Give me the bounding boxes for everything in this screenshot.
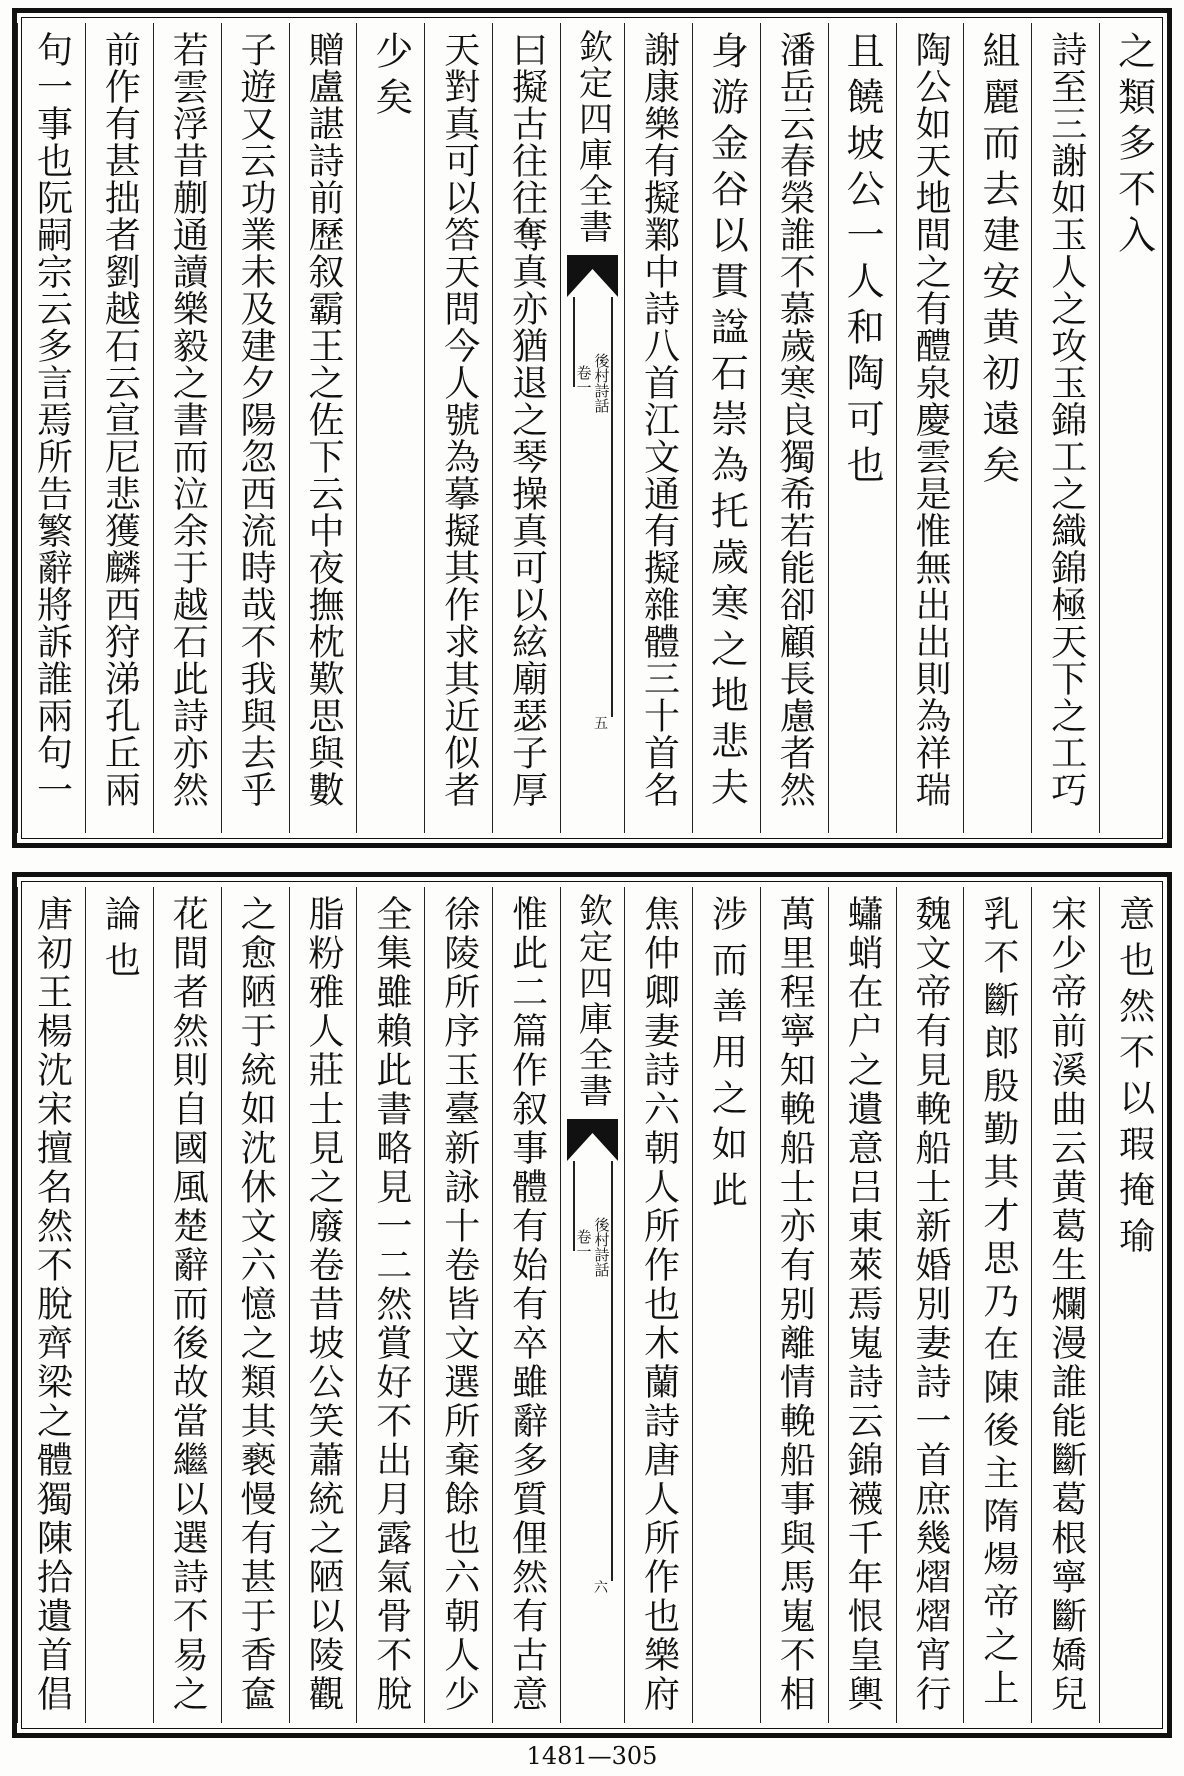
text-column <box>963 887 1031 1723</box>
column-text: 唐初王楊沈宋擅名然不脫齊梁之體獨陳拾遺首倡 <box>31 895 73 1714</box>
column-text: 宋少帝前溪曲云黄葛生爛漫誰能斷葛根寧斷嬌兒 <box>1045 895 1087 1714</box>
column-text: 惟此二篇作叙事體有始有卒雖辭多質俚然有古意 <box>506 895 548 1714</box>
text-column <box>896 23 964 833</box>
text-column <box>356 887 424 1723</box>
column-text: 之類多不入 <box>1111 31 1156 261</box>
text-column <box>828 23 896 833</box>
center-fold-column <box>560 23 624 833</box>
column-text: 之愈陋于統如沈休文六憶之類其褻慢有甚于香奩 <box>235 895 277 1714</box>
center-rule-right <box>611 1161 613 1581</box>
column-text: 全集雖賴此書略見一二然賞好不出月露氣骨不脫 <box>370 895 412 1714</box>
text-column <box>424 887 492 1723</box>
column-text: 徐陵所序玉臺新詠十卷皆文選所棄餘也六朝人少 <box>438 895 480 1714</box>
text-column <box>356 23 424 833</box>
column-text: 贈盧諶詩前歷叙霸王之佐下云中夜撫枕歎思與數 <box>302 31 344 808</box>
column-text: 且饒坡公一人和陶可也 <box>840 31 885 491</box>
column-text: 蠨蛸在户之遺意吕東萊焉嵬詩云錦襪千年恨皇輿 <box>842 895 884 1714</box>
fishtail-ornament <box>567 255 618 297</box>
center-fold-column <box>560 887 624 1723</box>
text-column <box>85 887 153 1723</box>
text-column <box>760 887 828 1723</box>
column-text: 句一事也阮嗣宗云多言焉所告繁辭將訴誰兩句一 <box>31 31 73 808</box>
text-column <box>1099 23 1167 833</box>
column-text: 意也然不以瑕掩瑜 <box>1113 895 1155 1263</box>
column-text: 萬里程寧知輓船士亦有别離情輓船事與馬嵬不相 <box>774 895 816 1714</box>
page-footer-number: 1481—305 <box>526 1742 658 1770</box>
column-text: 前作有甚拙者劉越石云宣尼悲獲麟西狩涕孔丘兩 <box>99 31 141 808</box>
collection-title: 欽定四庫全書 <box>572 29 613 245</box>
column-text: 身游金谷以貫諡石崇為托歲寒之地悲夫 <box>704 31 749 813</box>
text-column <box>17 23 85 833</box>
volume-label: 卷一 <box>574 1229 593 1259</box>
column-text: 涉而善用之如此 <box>706 895 748 1217</box>
text-column <box>221 23 289 833</box>
column-text: 潘岳云春榮誰不慕歲寒良獨希若能卻顧長慮者然 <box>774 31 816 808</box>
collection-title: 欽定四庫全書 <box>572 893 613 1109</box>
text-column <box>624 23 692 833</box>
column-text: 魏文帝有見輓船士新婚別妻詩一首庶幾熠熠宵行 <box>909 895 951 1714</box>
volume-label: 卷一 <box>574 365 593 395</box>
column-text: 曰擬古往往奪真亦猶退之琴操真可以絃廟瑟子厚 <box>506 31 548 808</box>
column-text: 若雲浮昔蒯通讀樂毅之書而泣余于越石此詩亦然 <box>167 31 209 808</box>
text-column <box>1031 887 1099 1723</box>
column-text: 焦仲卿妻詩六朝人所作也木蘭詩唐人所作也樂府 <box>638 895 680 1714</box>
text-column <box>424 23 492 833</box>
column-text: 謝康樂有擬鄴中詩八首江文通有擬雜體三十首名 <box>638 31 680 808</box>
folio-number: 六 <box>594 1580 608 1596</box>
column-text: 詩至三謝如玉人之攻玉錦工之織錦極天下之工巧 <box>1045 31 1087 808</box>
text-column <box>153 887 221 1723</box>
top-page-frame <box>12 8 1172 848</box>
column-text: 脂粉雅人莊士見之廢卷昔坡公笑蕭統之陋以陵觀 <box>302 895 344 1714</box>
text-column <box>492 887 560 1723</box>
center-rule-left <box>573 1161 575 1251</box>
text-column <box>1099 887 1167 1723</box>
column-text: 少矣 <box>368 31 413 123</box>
text-column <box>692 23 760 833</box>
center-rule-left <box>573 297 575 387</box>
text-column <box>1031 23 1099 833</box>
bottom-page-frame <box>12 872 1172 1738</box>
text-column <box>963 23 1031 833</box>
text-column <box>624 887 692 1723</box>
column-text: 乳不斷郎殷勤其才思乃在陳後主隋煬帝之上 <box>977 895 1019 1712</box>
text-column <box>692 887 760 1723</box>
column-text: 天對真可以答天問今人號為摹擬其作求其近似者 <box>438 31 480 808</box>
center-rule-right <box>611 297 613 717</box>
text-column <box>828 887 896 1723</box>
text-column <box>85 23 153 833</box>
text-column <box>289 887 357 1723</box>
text-column <box>221 887 289 1723</box>
column-text: 論也 <box>99 895 141 987</box>
book-name: 後村詩話 <box>592 353 611 413</box>
book-name: 後村詩話 <box>592 1217 611 1277</box>
fishtail-ornament <box>567 1119 618 1161</box>
folio-number: 五 <box>594 716 608 732</box>
text-column <box>896 887 964 1723</box>
text-column <box>760 23 828 833</box>
column-text: 花間者然則自國風楚辭而後故當繼以選詩不易之 <box>167 895 209 1714</box>
text-column <box>17 887 85 1723</box>
column-text: 組麗而去建安黄初遠矣 <box>975 31 1020 491</box>
column-text: 子遊又云功業未及建夕陽忽西流時哉不我與去乎 <box>235 31 277 808</box>
column-text: 陶公如天地間之有醴泉慶雲是惟無出出則為祥瑞 <box>909 31 951 808</box>
text-column <box>492 23 560 833</box>
text-column <box>289 23 357 833</box>
text-column <box>153 23 221 833</box>
